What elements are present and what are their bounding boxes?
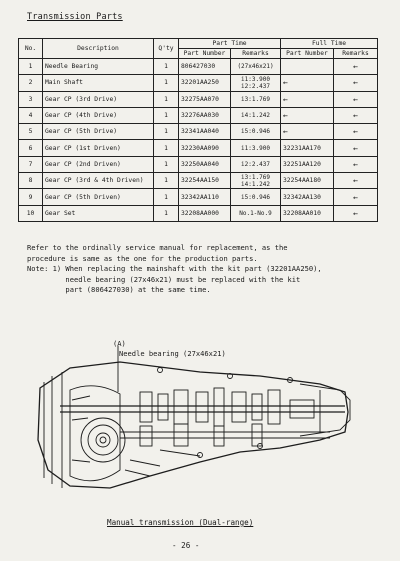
header-full-time-remarks: Remarks <box>334 49 378 59</box>
cell-full-time-remarks: ← <box>334 173 378 189</box>
cell-part-time-remarks: i2:2.437 <box>231 156 281 172</box>
cell-description: Needle Bearing <box>43 59 154 75</box>
cell-part-time-part-number: 32342AA110 <box>179 189 231 205</box>
cell-no: 3 <box>19 91 43 107</box>
cell-description: Gear CP (5th Driven) <box>43 189 154 205</box>
cell-full-time-remarks: ← <box>334 91 378 107</box>
cell-no: 1 <box>19 59 43 75</box>
cell-part-time-part-number: 32250AA040 <box>179 156 231 172</box>
cell-part-time-remarks: i5:0.946 <box>231 189 281 205</box>
section-title: Transmission Parts <box>27 12 123 22</box>
figure-caption: Manual transmission (Dual-range) <box>107 518 254 527</box>
cell-full-time-remarks: ← <box>334 107 378 123</box>
cell-part-time-part-number: 32276AA030 <box>179 107 231 123</box>
cell-part-time-remarks: i3:1.769 i4:1.242 <box>231 173 281 189</box>
cell-no: 10 <box>19 205 43 221</box>
cell-no: 2 <box>19 75 43 91</box>
cell-part-time-remarks: i1:3.900 <box>231 140 281 156</box>
cell-part-time-part-number: 32275AA070 <box>179 91 231 107</box>
header-full-time-part-number: Part Number <box>281 49 334 59</box>
cell-full-time-remarks: ← <box>334 124 378 140</box>
cell-description: Gear CP (2nd Driven) <box>43 156 154 172</box>
cell-full-time-remarks: ← <box>334 205 378 221</box>
cell-part-time-remarks: i4:1.242 <box>231 107 281 123</box>
header-qty: Q'ty <box>154 39 179 59</box>
cell-part-time-part-number: 32208AA000 <box>179 205 231 221</box>
cell-no: 7 <box>19 156 43 172</box>
cell-part-time-part-number: 32254AA150 <box>179 173 231 189</box>
cell-no: 4 <box>19 107 43 123</box>
cell-part-time-remarks: i1:3.900 i2:2.437 <box>231 75 281 91</box>
cell-qty: 1 <box>154 156 179 172</box>
header-full-time: Full Time <box>281 39 378 49</box>
cell-description: Main Shaft <box>43 75 154 91</box>
cell-part-time-part-number: 32341AA040 <box>179 124 231 140</box>
callout-label: (A) <box>113 339 126 348</box>
cell-full-time-remarks: ← <box>334 59 378 75</box>
cell-full-time-part-number: 32342AA130 <box>281 189 334 205</box>
cell-qty: 1 <box>154 124 179 140</box>
cell-description: Gear CP (5th Drive) <box>43 124 154 140</box>
notes-line: procedure is same as the one for the production parts. <box>27 253 258 263</box>
cell-part-time-part-number: 806427030 <box>179 59 231 75</box>
header-description: Description <box>43 39 154 59</box>
notes-line: Note: 1) When replacing the mainshaft with the kit part (32201AA250), <box>27 264 322 274</box>
cell-qty: 1 <box>154 107 179 123</box>
cell-qty: 1 <box>154 91 179 107</box>
cell-part-time-remarks: (27x46x21) <box>231 59 281 75</box>
cell-no: 9 <box>19 189 43 205</box>
cell-no: 5 <box>19 124 43 140</box>
header-part-time-part-number: Part Number <box>179 49 231 59</box>
cell-part-time-part-number: 32230AA090 <box>179 140 231 156</box>
callout-text: Needle bearing (27x46x21) <box>119 349 226 358</box>
notes-line: part (806427030) at the same time. <box>27 285 211 295</box>
cell-part-time-remarks: No.1-No.9 <box>231 205 281 221</box>
cell-description: Gear CP (3rd & 4th Driven) <box>43 173 154 189</box>
cell-qty: 1 <box>154 140 179 156</box>
cell-full-time-part-number: ← <box>281 91 334 107</box>
header-part-time: Part Time <box>179 39 281 49</box>
cell-part-time-part-number: 32201AA250 <box>179 75 231 91</box>
cell-full-time-part-number: 32208AA010 <box>281 205 334 221</box>
cell-full-time-remarks: ← <box>334 156 378 172</box>
cell-full-time-part-number: 32251AA120 <box>281 156 334 172</box>
cell-description: Gear CP (4th Drive) <box>43 107 154 123</box>
cell-full-time-part-number: 32231AA170 <box>281 140 334 156</box>
cell-qty: 1 <box>154 173 179 189</box>
cell-full-time-remarks: ← <box>334 75 378 91</box>
cell-qty: 1 <box>154 189 179 205</box>
cell-part-time-remarks: i3:1.769 <box>231 91 281 107</box>
page-number: - 26 - <box>172 541 200 550</box>
notes-line: Refer to the ordinally service manual for replacement, as the <box>27 243 288 252</box>
notes-line: needle bearing (27x46x21) must be replaced with the kit <box>27 274 301 284</box>
cell-full-time-part-number: 32254AA180 <box>281 173 334 189</box>
cell-qty: 1 <box>154 75 179 91</box>
cell-full-time-part-number: ← <box>281 107 334 123</box>
cell-full-time-remarks: ← <box>334 189 378 205</box>
cell-no: 6 <box>19 140 43 156</box>
cell-full-time-part-number: ← <box>281 124 334 140</box>
cell-full-time-part-number: ← <box>281 75 334 91</box>
cell-full-time-remarks: ← <box>334 140 378 156</box>
cell-description: Gear CP (1st Driven) <box>43 140 154 156</box>
header-part-time-remarks: Remarks <box>231 49 281 59</box>
cell-part-time-remarks: i5:0.946 <box>231 124 281 140</box>
cell-description: Gear Set <box>43 205 154 221</box>
header-no: No. <box>19 39 43 59</box>
cell-no: 8 <box>19 173 43 189</box>
cell-qty: 1 <box>154 59 179 75</box>
cell-description: Gear CP (3rd Drive) <box>43 91 154 107</box>
cell-qty: 1 <box>154 205 179 221</box>
